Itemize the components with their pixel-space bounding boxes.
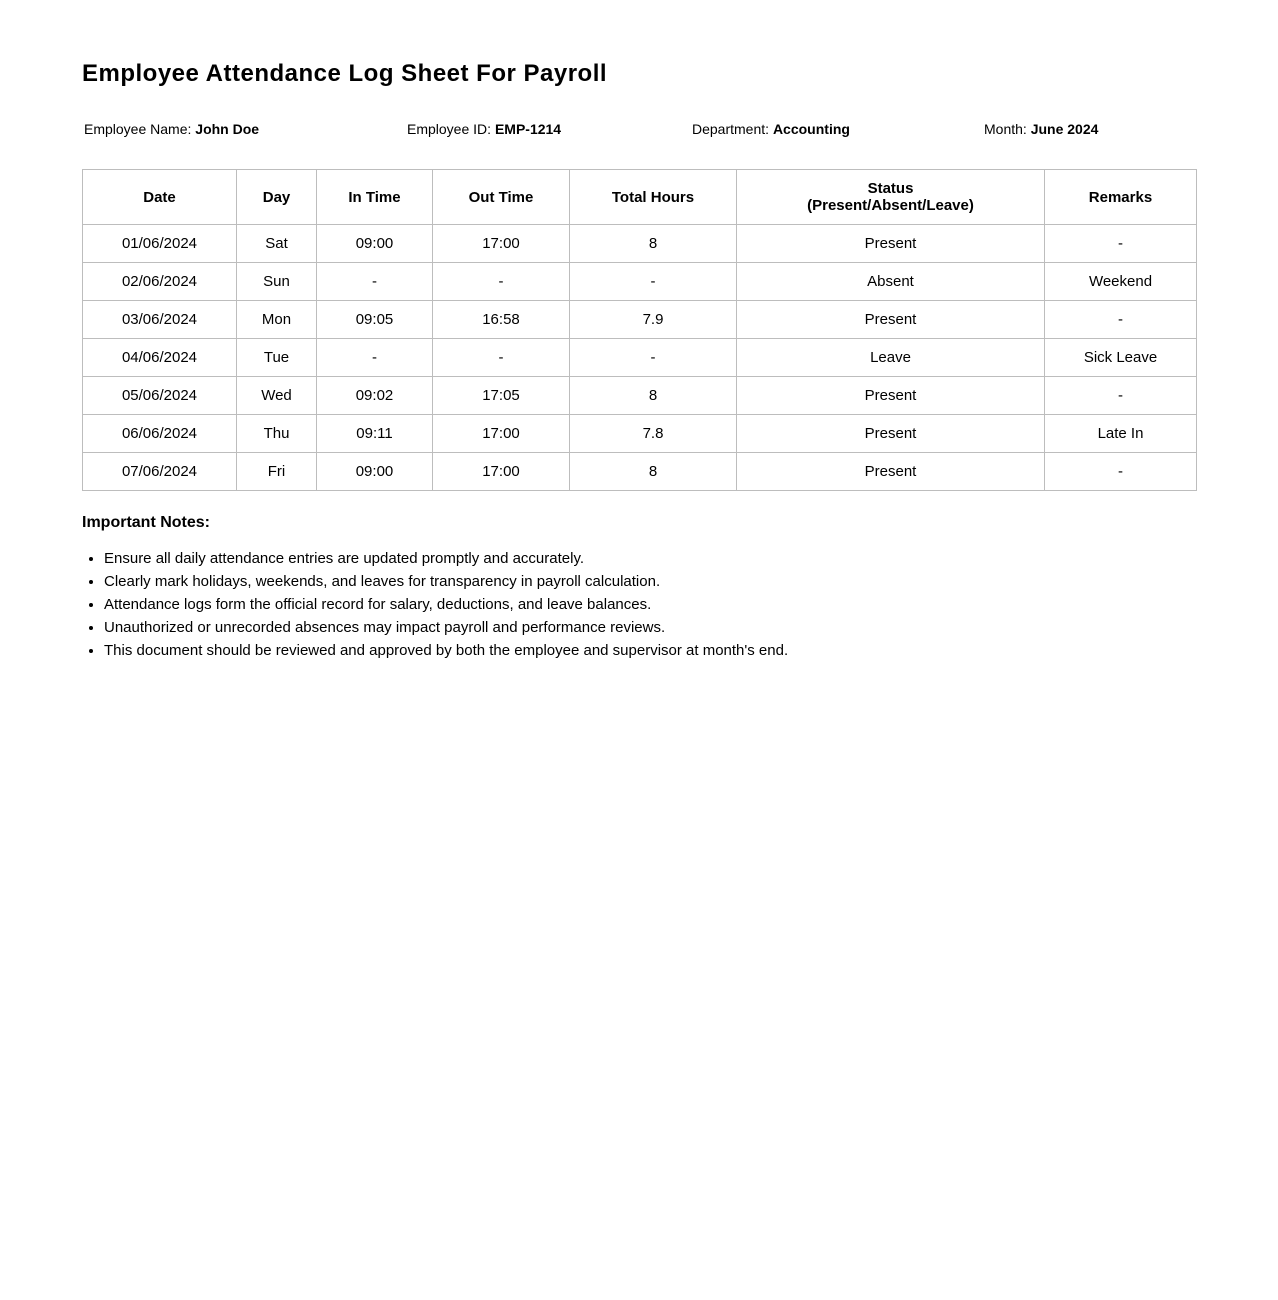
employee-id-field [407, 121, 561, 137]
cell-in-time: - [317, 339, 433, 377]
notes-heading: Important Notes: [82, 514, 210, 531]
header-remarks: Remarks [1045, 170, 1197, 225]
table-row [83, 415, 1197, 453]
table-row [83, 339, 1197, 377]
table-row [83, 301, 1197, 339]
list-item: • Attendance logs form the official record for salary, deductions, and leave balances. [104, 593, 1196, 616]
attendance-table [82, 169, 1197, 491]
employee-meta [82, 121, 1196, 141]
list-item: • Ensure all daily attendance entries are updated promptly and accurately. [104, 547, 1196, 570]
cell-total-hours: 8 [570, 377, 737, 415]
cell-status: Present [737, 301, 1045, 339]
cell-out-time: 17:00 [433, 453, 570, 491]
employee-id-label: Employee ID: [407, 121, 492, 137]
cell-day: Thu [237, 415, 317, 453]
employee-name-label: Employee Name: [84, 121, 192, 137]
employee-id-value: EMP-1214 [494, 121, 562, 137]
header-date: Date [83, 170, 237, 225]
cell-remarks: Late In [1045, 415, 1197, 453]
cell-total-hours: 8 [570, 453, 737, 491]
employee-name-field [84, 121, 259, 137]
cell-total-hours: 7.9 [570, 301, 737, 339]
page-title: Employee Attendance Log Sheet For Payroll [82, 60, 608, 87]
cell-remarks: - [1045, 453, 1197, 491]
header-total-hours: Total Hours [570, 170, 737, 225]
cell-remarks: Sick Leave [1045, 339, 1197, 377]
cell-in-time: 09:02 [317, 377, 433, 415]
cell-total-hours: 7.8 [570, 415, 737, 453]
cell-remarks: - [1045, 301, 1197, 339]
cell-total-hours: - [570, 339, 737, 377]
cell-day: Wed [237, 377, 317, 415]
cell-remarks: - [1045, 225, 1197, 263]
cell-status: Present [737, 225, 1045, 263]
table-row [83, 225, 1197, 263]
cell-status: Present [737, 415, 1045, 453]
cell-total-hours: - [570, 263, 737, 301]
cell-status: Absent [737, 263, 1045, 301]
department-value: Accounting [772, 121, 850, 137]
cell-remarks: - [1045, 377, 1197, 415]
header-status-title: Status [867, 180, 914, 197]
cell-day: Sun [237, 263, 317, 301]
cell-in-time: 09:05 [317, 301, 433, 339]
cell-total-hours: 8 [570, 225, 737, 263]
list-item: • Unauthorized or unrecorded absences may impact payroll and performance reviews. [104, 616, 1196, 639]
table-header-row [83, 170, 1197, 225]
cell-status: Present [737, 377, 1045, 415]
header-out-time: Out Time [433, 170, 570, 225]
cell-status: Leave [737, 339, 1045, 377]
header-status [737, 170, 1045, 225]
header-day: Day [237, 170, 317, 225]
cell-remarks: Weekend [1045, 263, 1197, 301]
cell-day: Fri [237, 453, 317, 491]
cell-day: Mon [237, 301, 317, 339]
cell-out-time: 16:58 [433, 301, 570, 339]
month-value: June 2024 [1030, 121, 1099, 137]
cell-out-time: - [433, 339, 570, 377]
list-item: • This document should be reviewed and approved by both the employee and supervisor at month's end. [104, 639, 1196, 662]
cell-in-time: - [317, 263, 433, 301]
cell-in-time: 09:00 [317, 453, 433, 491]
table-row [83, 263, 1197, 301]
cell-date: 07/06/2024 [83, 453, 237, 491]
department-field [692, 121, 850, 137]
cell-in-time: 09:11 [317, 415, 433, 453]
table-row [83, 377, 1197, 415]
employee-name-value: John Doe [195, 121, 260, 137]
cell-day: Tue [237, 339, 317, 377]
month-label: Month: [984, 121, 1027, 137]
cell-out-time: 17:00 [433, 415, 570, 453]
list-item: • Clearly mark holidays, weekends, and leaves for transparency in payroll calculation. [104, 570, 1196, 593]
cell-day: Sat [237, 225, 317, 263]
department-label: Department: [692, 121, 770, 137]
cell-date: 02/06/2024 [83, 263, 237, 301]
notes-list [82, 547, 1196, 662]
cell-date: 04/06/2024 [83, 339, 237, 377]
cell-date: 03/06/2024 [83, 301, 237, 339]
header-status-options: (Present/Absent/Leave) [807, 197, 974, 214]
cell-status: Present [737, 453, 1045, 491]
cell-date: 01/06/2024 [83, 225, 237, 263]
cell-date: 06/06/2024 [83, 415, 237, 453]
cell-out-time: 17:00 [433, 225, 570, 263]
cell-out-time: - [433, 263, 570, 301]
cell-date: 05/06/2024 [83, 377, 237, 415]
cell-out-time: 17:05 [433, 377, 570, 415]
header-in-time: In Time [317, 170, 433, 225]
month-field [984, 121, 1098, 137]
table-row [83, 453, 1197, 491]
cell-in-time: 09:00 [317, 225, 433, 263]
